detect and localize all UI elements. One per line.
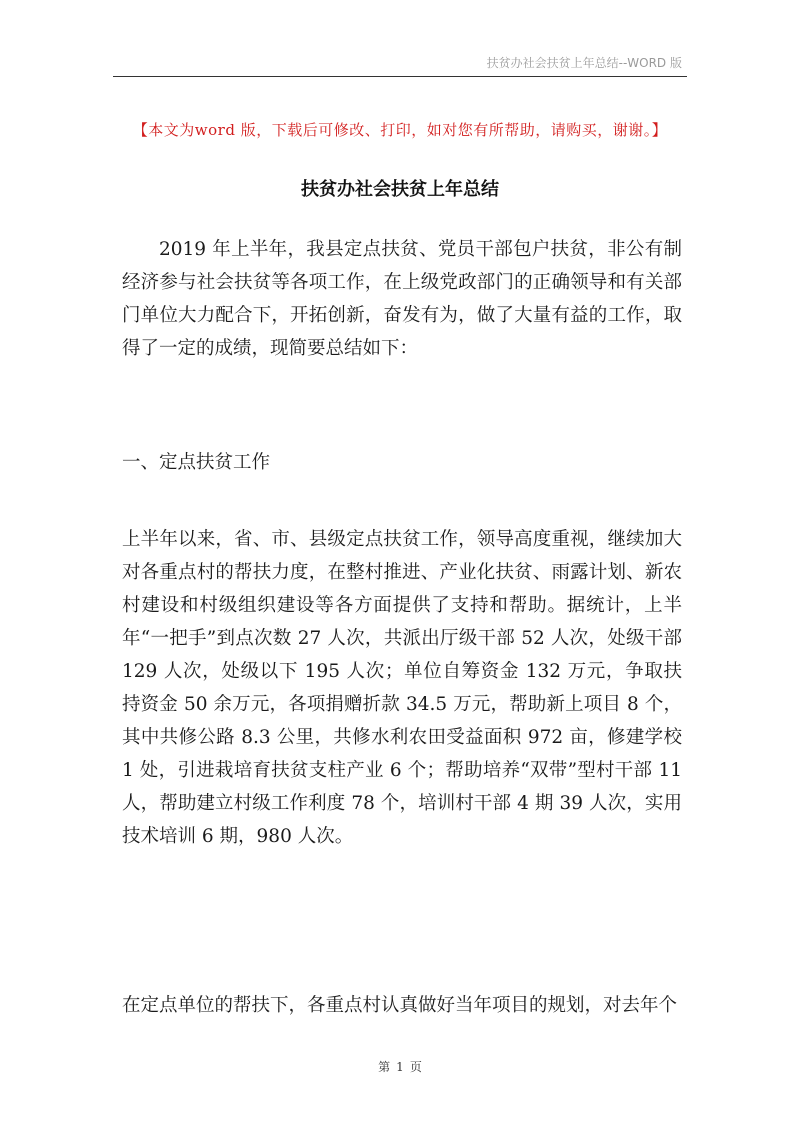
section-heading: 一、定点扶贫工作 bbox=[122, 452, 271, 473]
purchase-notice: 【本文为word 版，下载后可修改、打印，如对您有所帮助，请购买，谢谢。】 bbox=[132, 121, 668, 139]
main-paragraph: 上半年以来，省、市、县级定点扶贫工作，领导高度重视，继续加大对各重点村的帮扶力度，在整村推进、产业化扶贫、雨露计划、新农村建设和村级组织建设等各方面提供了支持和帮助。据统计，上半年“一把手”到点次数 27 人次，共派出厅级干部 52 人次，处级干部 129 人次，处级以下 195 人次；单位自筹资金 132 万元，争取扶持资金 50 余万元，各项捐赠折款 34.5 万元，帮助新上项目 8 个，其中共修公路 8.3 公里，共修水利农田受益面积 972 亩，修建学校 1 处，引进栽培育扶贫支柱产业 6 个；帮助培养“双带”型村干部 11 人，帮助建立村级工作利度 78 个，培训村干部 4 期 39 人次，实用技术培训 6 期，980 人次。 bbox=[122, 529, 682, 847]
page-number: 1 bbox=[396, 1060, 404, 1074]
page-suffix: 页 bbox=[409, 1060, 422, 1074]
continued-paragraph: 在定点单位的帮扶下，各重点村认真做好当年项目的规划，对去年个 bbox=[122, 995, 678, 1016]
document-title: 扶贫办社会扶贫上年总结 bbox=[301, 179, 499, 200]
page-prefix: 第 bbox=[378, 1060, 391, 1074]
page-footer bbox=[0, 1058, 800, 1075]
running-header: 扶贫办社会扶贫上年总结--WORD 版 bbox=[486, 56, 682, 70]
intro-paragraph: 2019 年上半年，我县定点扶贫、党员干部包户扶贫，非公有制经济参与社会扶贫等各项工作，在上级党政部门的正确领导和有关部门单位大力配合下，开拓创新，奋发有为，做了大量有益的工作，取得了一定的成绩，现简要总结如下： bbox=[122, 239, 682, 359]
header-divider bbox=[113, 76, 687, 77]
